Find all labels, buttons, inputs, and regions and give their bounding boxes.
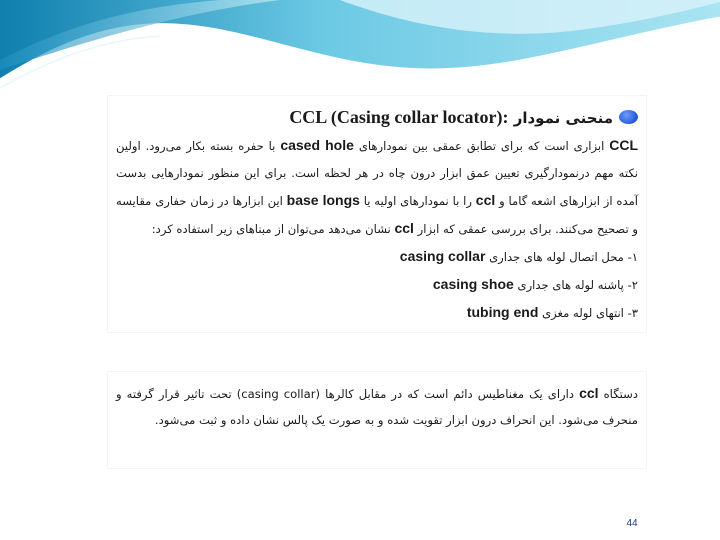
term-base-longs: base longs — [286, 192, 360, 208]
list-item: ۲- پاشنه لوله های جداری casing shoe — [432, 276, 638, 292]
header-wave-decoration — [0, 0, 720, 110]
section-heading — [116, 102, 638, 132]
main-text-box — [108, 96, 646, 332]
term-ccl-4: ccl — [579, 385, 599, 401]
bullet-circle-icon — [619, 110, 638, 124]
magnet-text-box — [108, 372, 646, 468]
reference-list — [116, 243, 638, 327]
term-ccl-2: ccl — [475, 192, 496, 208]
magnet-description-paragraph: دستگاه ccl دارای یک مغناطیس دائم است که در مقابل کالرها (casing collar) تحت تاثیر قرار گرفته و منحرف می‌شود. این انحراف درون ابزار تقویت شده و به صورت یک پالس نشان داده و ثبت می‌شود. — [116, 385, 638, 427]
list-item: ۳- انتهای لوله مغزی tubing end — [466, 304, 638, 320]
list-item: ۱- محل اتصال لوله های جداری casing collar — [399, 248, 638, 264]
page-number: 44 — [626, 518, 638, 529]
term-cased-hole: cased hole — [280, 137, 354, 153]
heading-latin-term: CCL (Casing collar locator): — [289, 106, 509, 127]
heading-text: منحنی نمودار — [513, 108, 613, 127]
term-ccl: CCL — [609, 137, 639, 153]
term-ccl-3: ccl — [394, 220, 414, 236]
ccl-description-paragraph: CCL ابزاری است که برای تطابق عمقی بین نمودارهای cased hole با حفره بسته بکار می‌رود. اولین نکته مهم درنمودارگیری تعیین عمق ابزار درون چاه در هر لحظه است. برای این منظور نمودارهایی بدست آمده از ابزارهای اشعه گاما و ccl را با نمودارهای اولیه یا base longs این ابزارها در زمان حفاری مقایسه و تصحیح می‌کنند. برای بررسی عمقی که ابزار ccl نشان می‌دهد می‌توان از مبناهای زیر استفاده کرد: — [116, 137, 639, 236]
